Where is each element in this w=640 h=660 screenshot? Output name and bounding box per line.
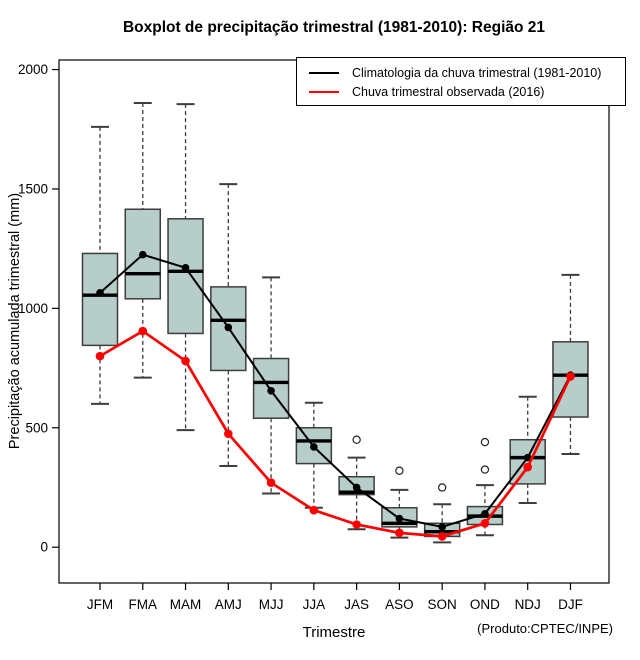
data-point bbox=[310, 443, 318, 451]
data-point bbox=[395, 529, 404, 538]
boxplot-NDJ bbox=[510, 397, 545, 503]
y-tick-label: 500 bbox=[25, 420, 48, 436]
y-tick-label: 1500 bbox=[17, 181, 48, 197]
y-axis-title: Precipitação acumulada trimestral (mm) bbox=[7, 192, 23, 450]
data-point bbox=[353, 484, 361, 492]
x-tick-label: JFM bbox=[86, 597, 114, 612]
legend-label-observed: Chuva trimestral observada (2016) bbox=[352, 84, 545, 99]
outlier-point bbox=[481, 466, 488, 473]
data-point bbox=[267, 387, 275, 395]
x-axis bbox=[87, 583, 583, 612]
data-point bbox=[181, 357, 190, 366]
data-point bbox=[96, 289, 104, 297]
y-tick-label: 0 bbox=[40, 539, 48, 555]
x-tick-label: NDJ bbox=[514, 597, 541, 612]
legend-item-observed bbox=[309, 82, 625, 101]
x-tick-label: JJA bbox=[302, 597, 326, 612]
boxplot-JAS bbox=[339, 436, 374, 529]
y-tick-label: 1000 bbox=[17, 300, 48, 316]
data-point bbox=[396, 515, 404, 523]
x-tick-label: MAM bbox=[169, 597, 202, 612]
legend-item-climatology bbox=[309, 63, 625, 82]
data-point bbox=[182, 264, 190, 272]
x-tick-label: ASO bbox=[385, 597, 414, 612]
x-tick-label: AMJ bbox=[214, 597, 242, 612]
data-point bbox=[96, 352, 105, 361]
x-axis-title: Trimestre bbox=[302, 624, 366, 641]
data-point bbox=[352, 520, 361, 529]
product-credit: (Produto:CPTEC/INPE) bbox=[477, 621, 613, 636]
boxplot-MJJ bbox=[254, 277, 289, 493]
plot-border bbox=[59, 60, 609, 583]
boxplot-DJF bbox=[553, 275, 588, 454]
data-point bbox=[438, 532, 447, 541]
series-line bbox=[100, 331, 570, 536]
iqr-box bbox=[510, 440, 545, 484]
boxplot-JFM bbox=[83, 127, 118, 404]
data-point bbox=[481, 510, 489, 518]
outlier-point bbox=[396, 467, 403, 474]
iqr-box bbox=[83, 253, 118, 345]
boxplot-JJA bbox=[296, 403, 331, 508]
legend-box bbox=[296, 57, 626, 106]
outlier-point bbox=[353, 436, 360, 443]
x-tick-label: JAS bbox=[344, 597, 370, 612]
chart-title: Boxplot de precipitação trimestral (1981-2010): Região 21 bbox=[122, 19, 546, 36]
observed-line-swatch bbox=[309, 91, 339, 93]
data-point bbox=[139, 251, 147, 259]
x-tick-label: FMA bbox=[128, 597, 158, 612]
data-point bbox=[267, 478, 276, 487]
y-tick-label: 2000 bbox=[17, 62, 48, 78]
data-point bbox=[438, 523, 446, 531]
boxplot-ASO bbox=[382, 467, 417, 537]
x-tick-label: OND bbox=[469, 597, 500, 612]
data-point bbox=[481, 519, 490, 528]
y-axis bbox=[18, 62, 59, 555]
boxplot-FMA bbox=[125, 103, 160, 378]
legend-label-climatology: Climatologia da chuva trimestral (1981-2010) bbox=[352, 65, 602, 80]
iqr-box bbox=[168, 219, 203, 334]
data-point bbox=[310, 506, 319, 515]
outlier-point bbox=[481, 439, 488, 446]
data-point bbox=[225, 324, 233, 332]
data-point bbox=[138, 327, 147, 336]
data-point bbox=[566, 372, 575, 381]
x-tick-label: DJF bbox=[558, 597, 583, 612]
climatology-line-swatch bbox=[309, 72, 339, 74]
outlier-point bbox=[439, 484, 446, 491]
x-tick-label: MJJ bbox=[258, 597, 284, 612]
x-tick-label: SON bbox=[427, 597, 457, 612]
data-point bbox=[523, 463, 532, 472]
data-point bbox=[224, 429, 233, 438]
